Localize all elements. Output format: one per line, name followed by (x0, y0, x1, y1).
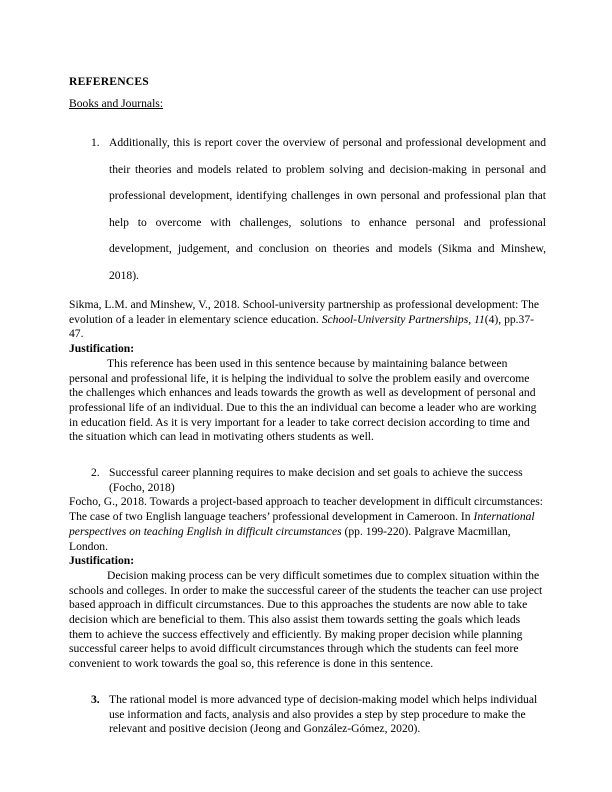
reference-citation (69, 298, 546, 342)
justification-label-colon: : (130, 342, 135, 356)
page-title: REFERENCES (69, 75, 149, 88)
justification-label-text: Justification (69, 342, 131, 356)
justification-label-colon: : (130, 554, 135, 568)
list-item-text: The rational model is more advanced type of decision-making model which helps individual use information and facts, analysis and also provides a step by step procedure to make the relevant and positive decision (Jeong and González-Gómez, 2020). (109, 692, 538, 736)
spacer (69, 445, 546, 466)
citation-source-title: School-University Partnerships, 11 (321, 312, 485, 326)
citation-prefix: Sikma, L.M. and Minshew, V., 2018. School-university partnership as professional development: The evolution of a leader in elementary science education. (69, 298, 540, 326)
citation-prefix: Focho, G., 2018. Towards a project-based approach to teacher development in difficult circumstances: The case of two English language teachers’ professional development in Cameroon. In (69, 495, 543, 524)
list-item (69, 466, 546, 495)
citation-suffix: (pp. 199-220). Palgrave Macmillan, London. (69, 524, 511, 553)
citation-suffix: (4), pp.37-47. (69, 312, 535, 341)
document-content (69, 74, 546, 737)
list-item-text: Successful career planning requires to make decision and set goals to achieve the success (Focho, 2018) (109, 466, 523, 494)
citation-source-title: International perspectives on teaching English in difficult circumstances (69, 510, 535, 538)
list-item-text: Additionally, this is report cover the overview of personal and professional development and their theories and models related to problem solving and decision-making in personal and professional development, identifying challenges in own personal and professional plan that help to overcome with challenges, solutions to enhance personal and professional development, judgement, and conclusion on theories and models (Sikma and Minshew, 2018). (109, 136, 546, 282)
list-item (69, 130, 546, 289)
section-subheading: Books and Journals: (69, 97, 164, 110)
list-item (69, 693, 546, 737)
justification-paragraph: Decision making process can be very difficult sometimes due to complex situation within the schools and colleges. In order to make the successful career of the students the teacher can use project based approach in difficult circumstances. Due to this approaches the students are now able to take decision which are beneficial to them. This also assist them towards setting the goals which leads them to achieve the success effectively and efficiently. By making proper decision while planning successful career helps to avoid difficult circumstances through which the students can feel more convenient to work towards the goal so, this reference is done in this sentence. (69, 568, 543, 671)
list-item-number: 1. (91, 136, 100, 149)
list-item-number: 3. (91, 692, 100, 706)
justification-label (69, 554, 546, 569)
spacer (69, 672, 546, 693)
spacer (69, 289, 546, 298)
list-item-number: 2. (91, 466, 100, 480)
reference-citation (69, 495, 546, 554)
justification-paragraph: This reference has been used in this sentence because by maintaining balance between personal and professional life, it is helping the individual to solve the problem easily and overcome the challenges which enhances and leads towards the growth as well as development of personal and professional life of an individual. Due to this the an individual can become a leader who are working in education field. As it is very important for a leader to take correct decision according to time and the situation which can lead in motivating others students as well. (69, 356, 537, 444)
spacer (69, 111, 546, 130)
justification-label (69, 342, 546, 357)
justification-label-text: Justification (69, 554, 131, 568)
